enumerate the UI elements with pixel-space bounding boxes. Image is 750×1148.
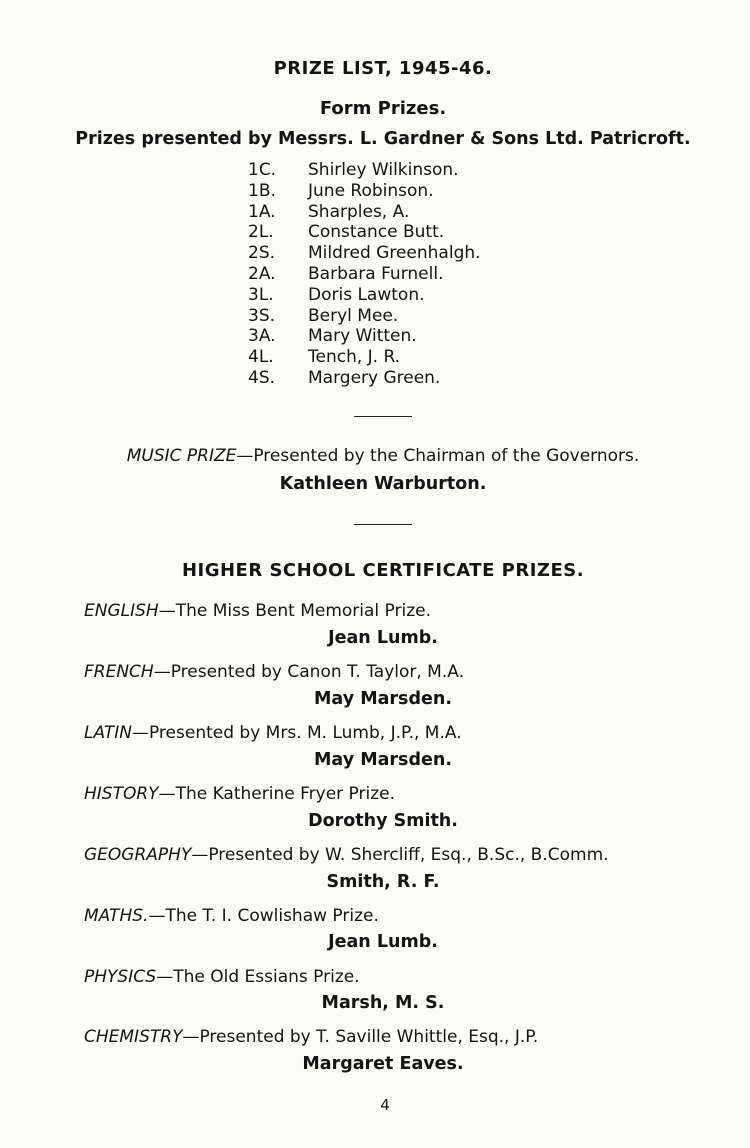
- music-prize-line: [0, 446, 750, 466]
- form-code: 2S.: [248, 243, 276, 264]
- prize-description: —Presented by T. Saville Whittle, Esq., J.P.: [182, 1027, 539, 1047]
- form-code: 1B.: [248, 180, 276, 201]
- form-winner: June Robinson.: [308, 180, 434, 201]
- form-winner: Sharples, A.: [308, 201, 410, 222]
- form-winner: Doris Lawton.: [308, 284, 425, 305]
- form-prize-row: [248, 202, 481, 223]
- prize-subject: GEOGRAPHY: [84, 845, 192, 865]
- prize-winner: Dorothy Smith.: [308, 811, 458, 831]
- form-prize-row: [248, 368, 481, 389]
- form-winner: Mildred Greenhalgh.: [308, 243, 481, 264]
- music-prize-description: —Presented by the Chairman of the Governors.: [236, 446, 640, 466]
- section-divider: [354, 524, 412, 525]
- form-winner: Margery Green.: [308, 367, 441, 388]
- prize-description: —Presented by W. Shercliff, Esq., B.Sc., B.Comm.: [191, 845, 609, 865]
- form-code: 2A.: [248, 263, 276, 284]
- prize-subject: LATIN: [84, 723, 132, 743]
- form-code: 2L.: [248, 222, 274, 243]
- form-prize-row: [248, 160, 481, 181]
- page-title: PRIZE LIST, 1945-46.: [273, 58, 493, 79]
- form-code: 4S.: [248, 367, 276, 388]
- prize-winner: Jean Lumb.: [328, 932, 438, 952]
- prize-description: —Presented by Canon T. Taylor, M.A.: [153, 662, 464, 682]
- form-winner: Barbara Furnell.: [308, 263, 444, 284]
- form-code: 1C.: [248, 160, 277, 180]
- form-prize-row: [248, 243, 481, 264]
- prize-winner: May Marsden.: [314, 689, 452, 709]
- prize-subject: CHEMISTRY: [84, 1027, 183, 1047]
- page-number: 4: [380, 1096, 390, 1114]
- prize-winner: Margaret Eaves.: [302, 1054, 464, 1074]
- prize-winner: Smith, R. F.: [326, 872, 440, 892]
- form-prize-row: [248, 222, 481, 243]
- prize-description: —The Old Essians Prize.: [156, 967, 360, 987]
- form-winner: Tench, J. R.: [308, 347, 401, 368]
- music-prize-winner: Kathleen Warburton.: [279, 474, 487, 494]
- form-winner: Mary Witten.: [308, 326, 417, 347]
- form-prize-row: [248, 306, 481, 327]
- prize-description: —The Katherine Fryer Prize.: [158, 784, 395, 804]
- prize-description: —The Miss Bent Memorial Prize.: [158, 601, 431, 621]
- form-winner: Beryl Mee.: [308, 305, 399, 326]
- form-prize-row: [248, 181, 481, 202]
- form-winner: Shirley Wilkinson.: [308, 160, 459, 180]
- form-prizes-heading: Form Prizes.: [319, 98, 447, 119]
- prize-winner: May Marsden.: [314, 750, 452, 770]
- form-code: 1A.: [248, 201, 276, 222]
- prize-subject: PHYSICS: [84, 967, 157, 987]
- form-code: 3L.: [248, 284, 274, 305]
- form-prize-list: [248, 160, 481, 389]
- prize-description: —The T. I. Cowlishaw Prize.: [148, 906, 379, 926]
- form-prize-row: [248, 326, 481, 347]
- prize-winner: Jean Lumb.: [328, 628, 438, 648]
- section-divider: [354, 416, 412, 417]
- form-code: 3A.: [248, 326, 276, 347]
- music-prize-subject: MUSIC PRIZE: [126, 446, 237, 466]
- form-winner: Constance Butt.: [308, 222, 445, 243]
- prize-subject: ENGLISH: [84, 601, 159, 621]
- hsc-prizes-heading: HIGHER SCHOOL CERTIFICATE PRIZES.: [181, 560, 585, 581]
- prize-winner: Marsh, M. S.: [321, 993, 445, 1013]
- form-prize-row: [248, 347, 481, 368]
- form-code: 3S.: [248, 305, 276, 326]
- prize-subject: MATHS.: [84, 906, 149, 926]
- prize-subject: HISTORY: [84, 784, 159, 804]
- form-code: 4L.: [248, 347, 274, 368]
- prize-subject: FRENCH: [84, 662, 154, 682]
- form-prize-row: [248, 264, 481, 285]
- form-prize-row: [248, 285, 481, 306]
- form-prizes-sponsor: Prizes presented by Messrs. L. Gardner & Sons Ltd. Patricroft.: [75, 129, 691, 149]
- prize-description: —Presented by Mrs. M. Lumb, J.P., M.A.: [131, 723, 462, 743]
